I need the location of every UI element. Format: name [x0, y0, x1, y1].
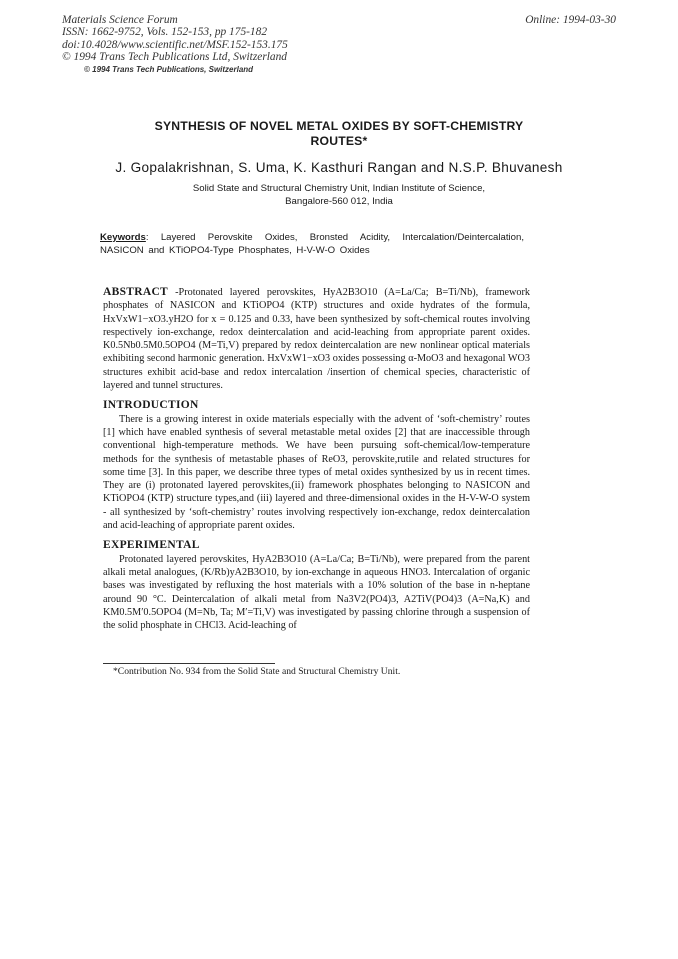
doi-line: doi:10.4028/www.scientific.net/MSF.152-153.175 [62, 38, 288, 51]
online-date: Online: 1994-03-30 [525, 14, 616, 26]
paper-body [103, 286, 530, 632]
authors: J. Gopalakrishnan, S. Uma, K. Kasthuri Rangan and N.S.P. Bhuvanesh [115, 160, 563, 175]
introduction-text: There is a growing interest in oxide materials especially with the advent of ‘soft-chemistry’ routes [1] which have enabled synthesis of several metastable metal oxides [2] that are inaccessible through conventional high-temperature methods. We have been pursuing soft-chemical/low-temperature methods for the synthesis of metastable phases of ReO3, perovskite,rutile and related structures for some time [3]. In this paper, we describe three types of metal oxides synthesized by us in recent times. They are (i) protonated layered perovskites,(ii) framework phosphates belonging to NASICON and KTiOPO4 (KTP) structure types,and (iii) layered and three-dimensional oxides in the H-V-W-O system - all synthesized by ‘soft-chemistry’ routes involving respectively ion-exchange, redox deintercalation and acid-leaching of appropriate parent oxides. [103, 413, 530, 532]
abstract [103, 286, 530, 392]
title-line-1: SYNTHESIS OF NOVEL METAL OXIDES BY SOFT-CHEMISTRY [154, 119, 524, 133]
publisher-line: © 1994 Trans Tech Publications, Switzerland [84, 65, 254, 75]
experimental-heading: EXPERIMENTAL [103, 539, 200, 552]
journal-name: Materials Science Forum [62, 14, 178, 26]
journal-header [62, 14, 288, 76]
affiliation-line-2: Bangalore-560 012, India [285, 196, 393, 207]
issn-line: ISSN: 1662-9752, Vols. 152-153, pp 175-182 [62, 26, 268, 39]
abstract-label: ABSTRACT [103, 286, 169, 298]
paper-title [100, 119, 578, 149]
experimental-text: Protonated layered perovskites, HyA2B3O10 (A=La/Ca; B=Ti/Nb), were prepared from the parent alkali metal analogues, (K/Rb)yA2B3O10, by ion-exchange in aqueous HNO3. Intercalation of organic bases was investigated by refluxing the host materials with a 10% solution of the base in n-heptane around 90 °C. Deintercalation of alkali metal from Na3V2(PO4)3, A2TiV(PO4)3 (A=Na,K) and KM0.5M′0.5OPO4 (M=Nb, Ta; M′=Ti,V) was investigated by passing chlorine through a suspension of the solid phosphate in CHCl3. Acid-leaching of [103, 553, 530, 632]
keywords [100, 232, 524, 257]
footnote-rule [103, 663, 275, 664]
keywords-text: : Layered Perovskite Oxides, Bronsted Acidity, Intercalation/Deintercalation, NASICON and KTiOPO4-Type Phosphates, H-V-W-O Oxides [100, 232, 524, 256]
keywords-label: Keywords [100, 232, 146, 243]
title-line-2: ROUTES* [310, 134, 368, 148]
introduction-heading: INTRODUCTION [103, 399, 199, 412]
abstract-text: -Protonated layered perovskites, HyA2B3O10 (A=La/Ca; B=Ti/Nb), framework phosphates of NASICON and KTiOPO4 (KTP) structures and oxide hydrates of the formula, HxVxW1−xO3.yH2O for x = 0.125 and 0.33, have been synthesized by soft-chemical routes involving respectively ion-exchange, redox deintercalation and acid-leaching from appropriate parent oxides. K0.5Nb0.5M0.5OPO4 (M=Ti,V) prepared by redox deintercalation are new nonlinear optical materials exhibiting second harmonic generation. HxVxW1−xO3 oxides possessing α-MoO3 and hexagonal WO3 structures exhibit acid-base and redox intercalation /insertion of chemical species, characteristic of layered and tunnel structures. [103, 287, 530, 392]
affiliation-line-1: Solid State and Structural Chemistry Unit, Indian Institute of Science, [192, 183, 486, 194]
copyright-line: © 1994 Trans Tech Publications Ltd, Switzerland [62, 50, 287, 63]
footnote: *Contribution No. 934 from the Solid State and Structural Chemistry Unit. [113, 666, 401, 677]
affiliation [100, 182, 578, 208]
